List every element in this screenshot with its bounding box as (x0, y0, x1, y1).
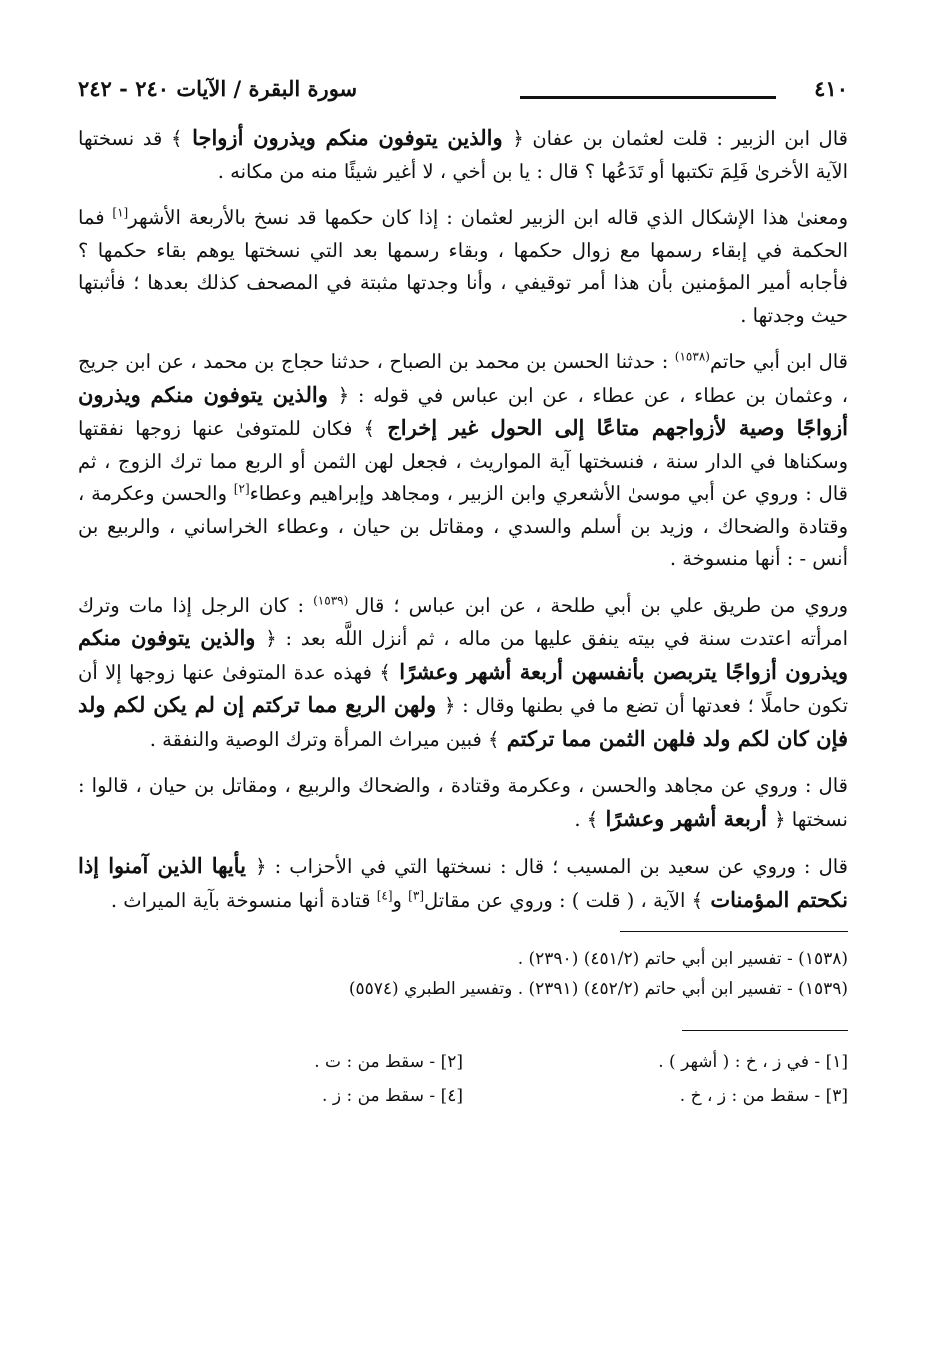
variant-marker: [١] (112, 205, 129, 220)
quran-quote: يأيها الذين آمنوا إذا نكحتم المؤمنات (78, 853, 848, 912)
text-run: ومعنىٰ هذا الإشكال الذي قاله ابن الزبير لعثمان : إذا كان حكمها قد نسخ بالأربعة الأشهر (128, 206, 848, 229)
text-run: ﴾ فبين ميراث المرأة وترك الوصية والنفقة . (149, 727, 500, 751)
text-run: : حدثنا الحسن بن محمد بن الصباح ، حدثنا حجاج بن محمد ، عن ابن جريج ، وعثمان بن عطاء ، عن عطاء ، عن ابن عباس في قوله : ﴿ (78, 350, 848, 407)
text-run: وروي من طريق علي بن أبي طلحة ، عن ابن عباس ؛ قال (354, 593, 848, 617)
header-rule (520, 96, 776, 99)
footnote-marker: (١٥٣٩) (313, 593, 355, 607)
page-header (78, 70, 848, 110)
variant-note-3: [٣] - سقط من : ز ، خ . (679, 1086, 848, 1106)
variant-marker: [٤] (376, 888, 393, 902)
text-run: قال ابن الزبير : قلت لعثمان بن عفان ﴿ (512, 127, 848, 150)
paragraph-4 (78, 590, 848, 757)
quran-quote: والذين يتوفون منكم ويذرون أزواجًا يتربصن بأنفسهن أربعة أشهر وعشرًا (78, 625, 848, 684)
text-run: و (392, 888, 409, 912)
paragraph-6 (78, 850, 848, 917)
manuscript-variants (78, 1045, 848, 1113)
quran-quote: أربعة أشهر وعشرًا (598, 805, 775, 831)
running-title: سورة البقرة / الآيات ٢٤٠ - ٢٤٢ (78, 76, 358, 101)
footnote-marker: (١٥٣٨) (674, 349, 710, 364)
text-run: قال ابن أبي حاتم (709, 350, 848, 373)
paragraph-2 (78, 202, 848, 332)
quran-quote: ولهن الربع مما تركتم إن لم يكن لكم ولد فإن كان لكم ولد فلهن الثمن مما تركتم (78, 692, 848, 751)
text-run: فما الحكمة في إبقاء رسمها مع زوال حكمها ، وبقاء رسمها بعد التي نسختها يوهم بقاء حكمها ؟ فأجابه أمير المؤمنين بأن هذا أمر توقيفي ، وأنا وجدتها مثبتة في المصحف كذلك بعدها ؛ فأثبتها حيث وجدتها . (78, 206, 848, 327)
paragraph-1 (78, 122, 848, 188)
text-run: ﴾ قد نسختها الآية الأخرىٰ فَلِمَ تكتبها أو تَدَعُها ؟ قال : يا بن أخي ، لا أغير شيئًا منه من مكانه . (78, 127, 848, 183)
text-run: ﴾ . (574, 807, 599, 831)
text-run: : كان الرجل إذا مات وترك امرأته اعتدت سنة في بيته ينفق عليها من ماله ، ثم أنزل اللَّه بعد : ﴿ (78, 593, 848, 650)
variant-marker: [٣] (408, 888, 424, 902)
quran-quote: والذين يتوفون منكم ويذرون أزواجا (182, 125, 513, 150)
page-number: ٤١٠ (814, 76, 848, 101)
text-run: قال : وروي عن سعيد بن المسيب ؛ قال : نسختها التي في الأحزاب : ﴿ (255, 855, 848, 878)
text-run: ﴾ فهذه عدة المتوفىٰ عنها زوجها إلا أن تكون حاملًا ؛ فعدتها أن تضع ما في بطنها وقال : ﴿ (78, 660, 849, 717)
variant-note-2: [٢] - سقط من : ت . (314, 1052, 463, 1072)
body-text (78, 122, 848, 917)
variant-marker: [٢] (233, 481, 250, 496)
quran-quote: والذين يتوفون منكم ويذرون أزواجًا وصية لأزواجهم متاعًا إلى الحول غير إخراج (78, 381, 848, 440)
text-run: ﴾ الآية ، ( قلت ) : وروي عن مقاتل (424, 888, 704, 912)
book-page (78, 70, 848, 1113)
text-run: والحسن وعكرمة ، وقتادة والضحاك ، وزيد بن أسلم والسدي ، ومقاتل بن حيان ، وعطاء الخراساني ، والربيع بن أنس - : أنها منسوخة . (78, 482, 848, 570)
variant-note-1: [١] - في ز ، خ : ( أشهر ) . (658, 1052, 848, 1072)
text-run: قتادة أنها منسوخة بآية الميراث . (110, 888, 377, 912)
footnote-1538: (١٥٣٨) - تفسير ابن أبي حاتم (٤٥١/٢) (٢٣٩٠) . (517, 949, 848, 969)
footnote-1539: (١٥٣٩) - تفسير ابن أبي حاتم (٤٥٢/٢) (٢٣٩١) . وتفسير الطبري (٥٥٧٤) (348, 979, 848, 999)
text-run: ﴾ فكان للمتوفىٰ عنها زوجها نفقتها وسكناها في الدار سنة ، فنسختها آية المواريث ، فجعل لهن الثمن أو الربع مما ترك الزوج ، ثم قال : وروي عن أبي موسىٰ الأشعري وابن الزبير ، ومجاهد وإبراهيم وعطاء (78, 417, 848, 505)
paragraph-3 (78, 346, 848, 576)
variant-note-4: [٤] - سقط من : ز . (322, 1086, 463, 1106)
footnotes (78, 944, 848, 1004)
variants-divider (682, 1030, 848, 1031)
paragraph-5 (78, 770, 848, 836)
text-run: قال : وروي عن مجاهد والحسن ، وعكرمة وقتادة ، والضحاك والربيع ، ومقاتل بن حيان ، قالوا : نسختها ﴿ (78, 774, 848, 831)
footnote-divider (620, 931, 848, 932)
